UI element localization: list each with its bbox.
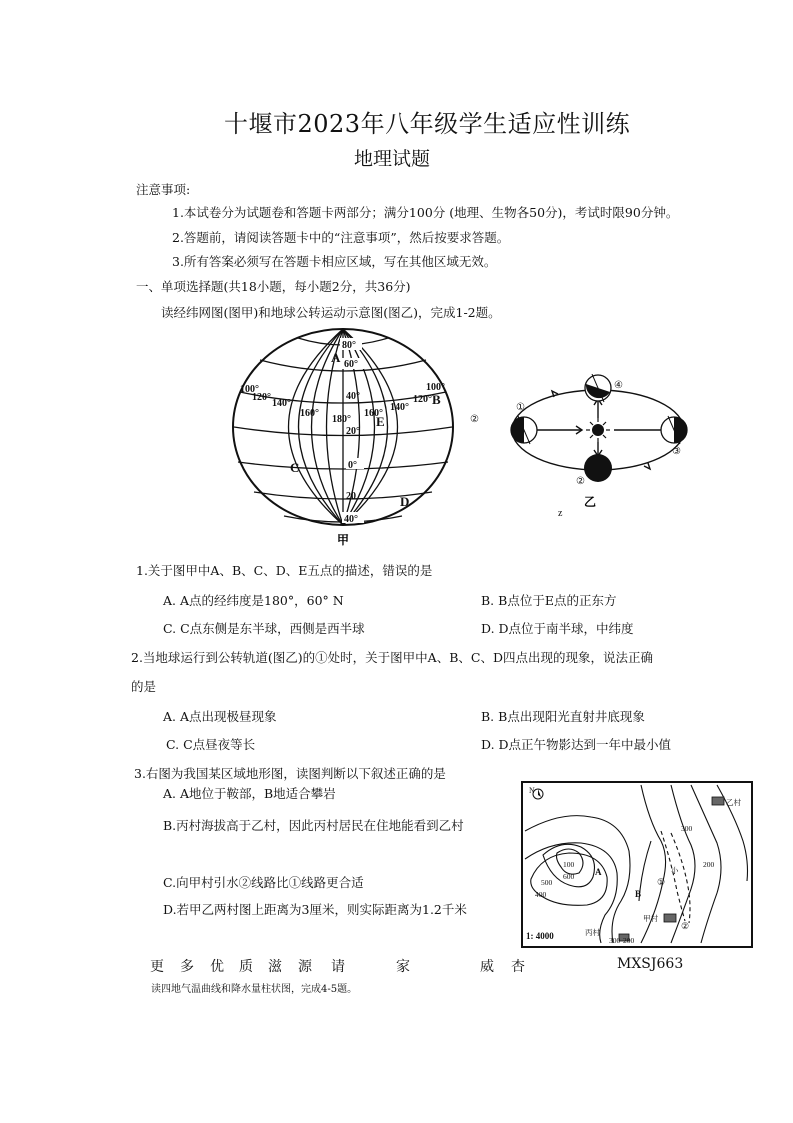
earth-position-top bbox=[585, 374, 611, 402]
q1-option-b: B. B点位于E点的正东方 bbox=[481, 593, 617, 608]
ad-char: 滋 bbox=[268, 959, 282, 975]
lon-label-left-100: 100° bbox=[240, 384, 259, 395]
village-yi-icon bbox=[712, 797, 724, 805]
contour-label-100: 100 bbox=[563, 860, 575, 869]
contour-label-500: 500 bbox=[541, 878, 553, 887]
lat-label-20s: 20 bbox=[346, 491, 356, 502]
village-bing-label: 丙村 bbox=[585, 928, 600, 937]
q1-option-a: A. A点的经纬度是180°，60° N bbox=[163, 593, 344, 608]
lon-label-right-160: 160° bbox=[364, 408, 383, 419]
figure-yi-orbit bbox=[466, 374, 702, 544]
lon-label-180: 180° bbox=[332, 414, 351, 425]
ad-char: 源 bbox=[298, 959, 312, 975]
ad-char: 多 bbox=[180, 959, 194, 975]
lat-label-40s: 40° bbox=[344, 514, 358, 525]
earth-position-right bbox=[661, 416, 687, 444]
lat-label-60: 60° bbox=[344, 359, 358, 370]
q2-option-d: D. D点正午物影达到一年中最小值 bbox=[481, 737, 672, 752]
contour-label-200-right: 200 bbox=[703, 860, 715, 869]
village-jia-icon bbox=[664, 914, 676, 922]
orbit-left-mark: ② bbox=[470, 414, 479, 425]
lon-label-right-100: 100° bbox=[426, 382, 445, 393]
q3-option-d: D.若甲乙两村图上距离为3厘米，则实际距离为1.2千米 bbox=[163, 902, 467, 917]
orbit-position-1: ① bbox=[516, 402, 525, 413]
q1-option-d: D. D点位于南半球，中纬度 bbox=[481, 621, 634, 636]
figure-yi-caption: 乙 bbox=[584, 495, 597, 509]
ad-char: 威 bbox=[480, 959, 494, 975]
ad-char: 优 bbox=[210, 959, 224, 975]
point-d: D bbox=[400, 494, 410, 509]
earth-position-bottom bbox=[584, 454, 612, 482]
notes-item-1: 1.本试卷分为试题卷和答题卡两部分；满分100分 (地理、生物各50分)，考试时限90分钟。 bbox=[172, 205, 679, 220]
q1-stem: 1.关于图甲中A、B、C、D、E五点的描述，错误的是 bbox=[136, 563, 433, 578]
q3-option-a: A. A地位于鞍部，B地适合攀岩 bbox=[163, 786, 336, 801]
orbit-position-4: ④ bbox=[614, 380, 623, 391]
notes-item-2: 2.答题前，请阅读答题卡中的“注意事项”，然后按要求答题。 bbox=[172, 230, 510, 245]
lon-label-right-120: 120° bbox=[413, 394, 432, 405]
lon-label-right-140: 140° bbox=[390, 402, 409, 413]
lat-label-80: 80° bbox=[342, 340, 356, 351]
figure-jia-caption: 甲 bbox=[337, 533, 350, 547]
q2-stem-cont: 的是 bbox=[131, 679, 157, 694]
ad-line bbox=[150, 956, 690, 976]
orbit-stray-mark: z bbox=[558, 508, 563, 519]
q4-intro: 读四地气温曲线和降水量柱状图，完成4-5题。 bbox=[151, 984, 358, 995]
river-label: 小 bbox=[671, 866, 679, 875]
q2-option-b: B. B点出现阳光直射井底现象 bbox=[481, 709, 645, 724]
sun-icon bbox=[586, 418, 610, 442]
q3-stem: 3.右图为我国某区域地形图，读图判断以下叙述正确的是 bbox=[134, 766, 446, 781]
section1-heading: 一、单项选择题(共18小题，每小题2分，共36分) bbox=[136, 279, 411, 294]
ad-char: 更 bbox=[150, 959, 164, 975]
lon-label-left-120: 120° bbox=[252, 392, 271, 403]
contour-label-300-bottom: 300 bbox=[609, 936, 621, 945]
north-label: N bbox=[529, 786, 535, 795]
figure-jia-globe bbox=[228, 326, 458, 548]
q2-option-a: A. A点出现极昼现象 bbox=[163, 709, 277, 724]
point-b: B bbox=[432, 392, 441, 407]
point-e: E bbox=[376, 414, 385, 429]
village-jia-label: 甲村 bbox=[643, 914, 658, 923]
ad-char: 家 bbox=[396, 959, 410, 975]
contour-label-600: 600 bbox=[563, 872, 575, 881]
point-c: C bbox=[290, 460, 300, 475]
q1-option-c: C. C点东侧是东半球，西侧是西半球 bbox=[163, 621, 365, 636]
notes-heading: 注意事项: bbox=[136, 182, 191, 197]
route-1-label: ① bbox=[657, 877, 666, 887]
point-a: A bbox=[331, 350, 341, 365]
map-scale: 1: 4000 bbox=[526, 931, 554, 941]
page-title: 十堰市2023年八年级学生适应性训练 bbox=[224, 110, 631, 138]
topo-point-a: A bbox=[595, 867, 602, 877]
lat-label-0: 0° bbox=[348, 460, 357, 471]
notes-item-3: 3.所有答案必须写在答题卡相应区域，写在其他区域无效。 bbox=[172, 254, 497, 269]
q2-stem: 2.当地球运行到公转轨道(图乙)的①处时，关于图甲中A、B、C、D四点出现的现象，说法正确 bbox=[131, 650, 653, 665]
section1-intro: 读经纬网图(图甲)和地球公转运动示意图(图乙)，完成1-2题。 bbox=[161, 305, 501, 320]
ad-char: 杏 bbox=[511, 959, 525, 975]
q3-option-b: B.丙村海拔高于乙村，因此丙村居民在住地能看到乙村 bbox=[163, 818, 464, 833]
orbit-position-2: ② bbox=[576, 476, 585, 487]
contour-label-400: 400 bbox=[535, 890, 547, 899]
ad-char: 质 bbox=[239, 959, 253, 975]
page-subtitle: 地理试题 bbox=[354, 148, 431, 170]
lat-label-20n: 20° bbox=[346, 426, 360, 437]
lon-label-left-160: 160° bbox=[300, 408, 319, 419]
earth-position-left bbox=[511, 416, 537, 444]
ad-char: 请 bbox=[331, 959, 345, 975]
contour-label-200-bottom: 200 bbox=[623, 936, 635, 945]
topo-point-b: B bbox=[635, 889, 642, 899]
lat-label-40: 40° bbox=[346, 391, 360, 402]
q2-option-c: C. C点昼夜等长 bbox=[166, 737, 256, 752]
contour-label-300-right: 300 bbox=[681, 824, 693, 833]
q3-option-c: C.向甲村引水②线路比①线路更合适 bbox=[163, 875, 364, 890]
lon-label-left-140: 140° bbox=[272, 398, 291, 409]
village-yi-label: 乙村 bbox=[726, 798, 741, 807]
ad-code: MXSJ663 bbox=[617, 956, 684, 972]
route-2-label: ② bbox=[681, 921, 690, 931]
topo-map bbox=[521, 781, 753, 948]
orbit-position-3: ③ bbox=[672, 446, 681, 457]
